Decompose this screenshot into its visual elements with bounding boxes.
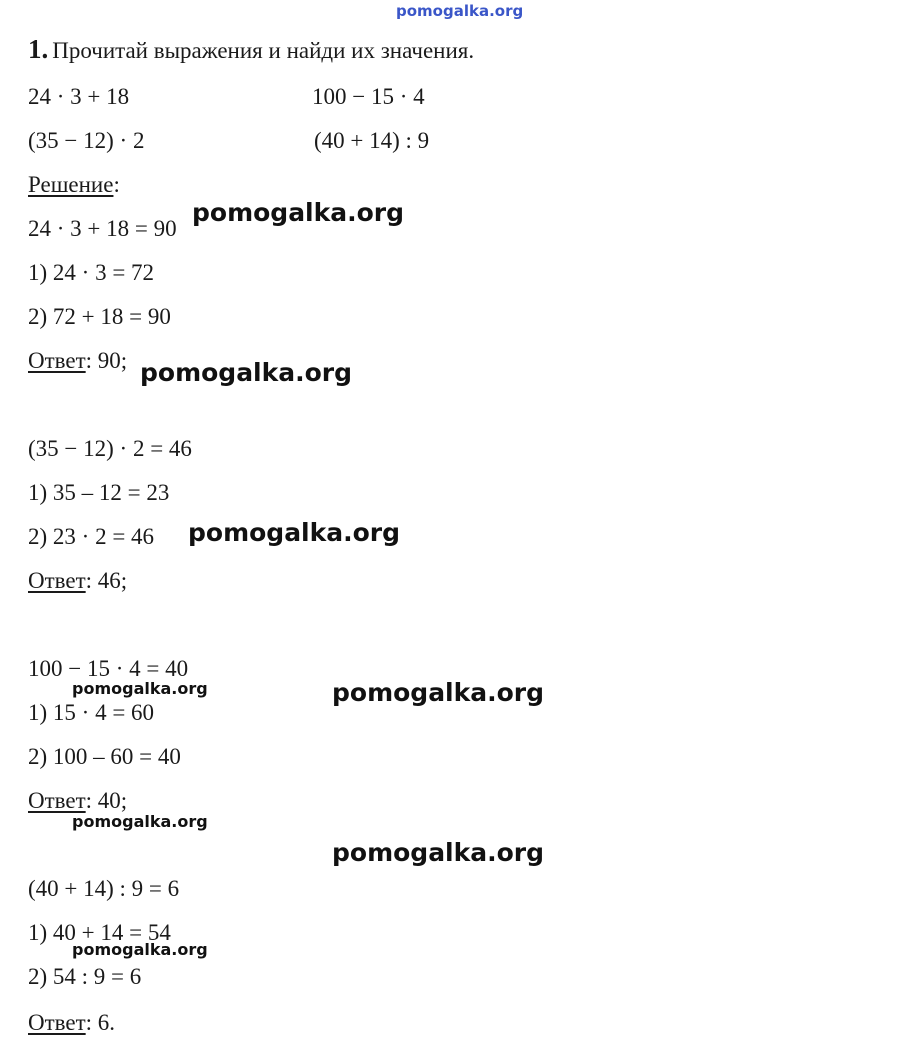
watermark-big: pomogalka.org [332, 678, 545, 707]
solution-2-header: (35 − 12) · 2 = 46 [28, 436, 192, 461]
task-heading [28, 34, 474, 65]
solution-3-step-1: 1) 15 · 4 = 60 [28, 700, 155, 725]
expression-4: (40 + 14) : 9 [314, 128, 430, 153]
solution-3-answer: Ответ: 40; [28, 788, 128, 813]
watermark-big: pomogalka.org [140, 358, 353, 387]
solution-4-step-1: 1) 40 + 14 = 54 [28, 920, 171, 945]
task-text: Прочитай выражения и найди их значения. [52, 38, 475, 63]
site-watermark-top: pomogalka.org [396, 2, 524, 20]
watermark-small: pomogalka.org [72, 940, 208, 959]
expression-3: (35 − 12) · 2 [28, 128, 145, 153]
solution-2-step-2: 2) 23 · 2 = 46 [28, 524, 155, 549]
task-number: 1. [28, 34, 49, 64]
solution-4-header: (40 + 14) : 9 = 6 [28, 876, 180, 901]
solution-2-step-1: 1) 35 – 12 = 23 [28, 480, 170, 505]
expression-2: 100 − 15 · 4 [312, 84, 425, 109]
watermark-big: pomogalka.org [188, 518, 401, 547]
solution-1-step-2: 2) 72 + 18 = 90 [28, 304, 171, 329]
solution-4-step-2: 2) 54 : 9 = 6 [28, 964, 142, 989]
solution-1-answer: Ответ: 90; [28, 348, 128, 373]
solution-3-step-2: 2) 100 – 60 = 40 [28, 744, 181, 769]
watermark-small: pomogalka.org [72, 679, 208, 698]
watermark-big: pomogalka.org [192, 198, 405, 227]
watermark-small: pomogalka.org [72, 812, 208, 831]
watermark-big: pomogalka.org [332, 838, 545, 867]
solution-3-header: 100 − 15 · 4 = 40 [28, 656, 189, 681]
solution-1-header: 24 · 3 + 18 = 90 [28, 216, 177, 241]
solution-label: Решение: [28, 172, 120, 197]
solution-4-answer: Ответ: 6. [28, 1010, 116, 1035]
solution-1-step-1: 1) 24 · 3 = 72 [28, 260, 155, 285]
expression-1: 24 · 3 + 18 [28, 84, 130, 109]
solution-2-answer: Ответ: 46; [28, 568, 128, 593]
